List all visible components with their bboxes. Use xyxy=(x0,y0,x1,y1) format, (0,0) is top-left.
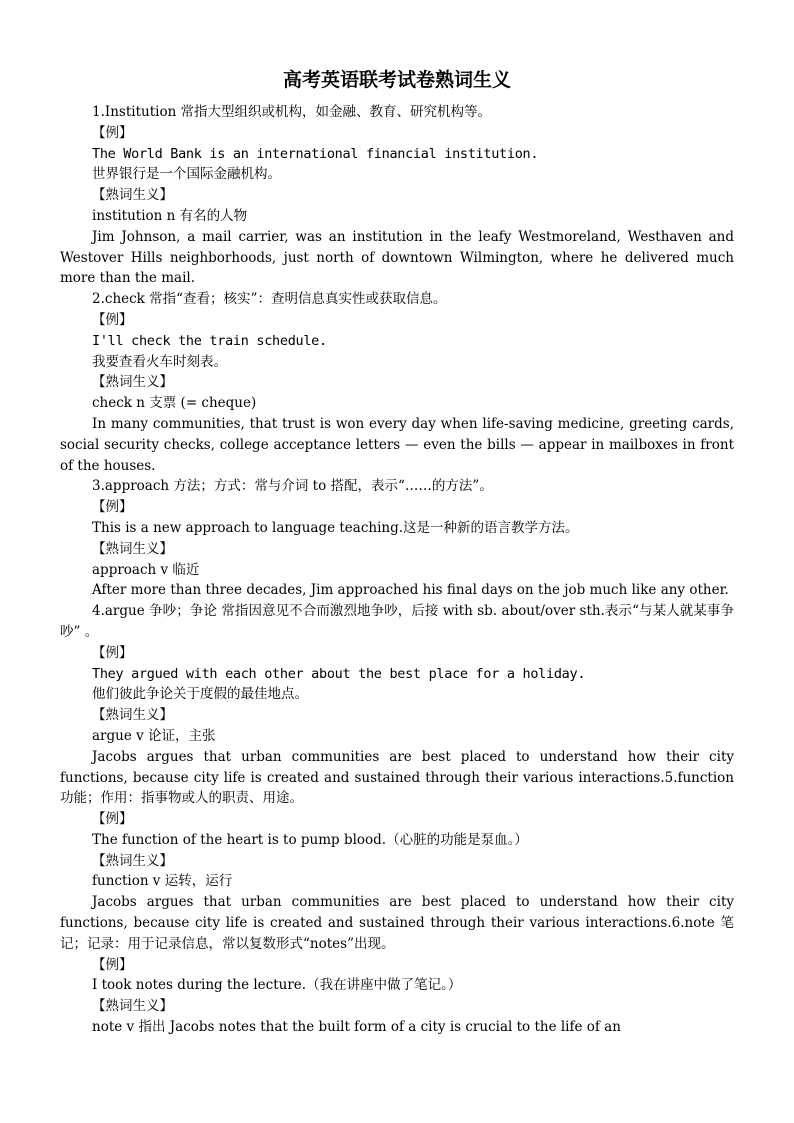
entry-5-example-tag: 【例】 xyxy=(92,811,133,828)
entry-5-example-en: The function of the heart is to pump blood.（心脏的功能是泵血。） xyxy=(92,831,528,848)
entry-4-new-meaning-tag: 【熟词生义】 xyxy=(92,707,173,724)
entry-4-example-zh: 他们彼此争论关于度假的最佳地点。 xyxy=(92,686,308,703)
entry-1-new-meaning-tag: 【熟词生义】 xyxy=(92,187,173,204)
entry-3-passage: After more than three decades, Jim approached his final days on the job much like any other. xyxy=(92,582,729,599)
entry-3-intro: 3.approach 方法；方式：常与介词 to 搭配，表示“……的方法”。 xyxy=(92,478,493,495)
entry-1-new-meaning: institution n 有名的人物 xyxy=(92,207,248,224)
entry-3-new-meaning-tag: 【熟词生义】 xyxy=(92,540,173,557)
entry-4-intro: 4.argue 争吵；争论 常指因意见不合而激烈地争吵，后接 with sb. about/over sth.表示“与某人就某事争吵” 。 xyxy=(60,603,734,640)
entry-2-example-en: I'll check the train schedule. xyxy=(92,332,327,349)
entry-1-example-zh: 世界银行是一个国际金融机构。 xyxy=(92,166,281,183)
entry-6-example-en: I took notes during the lecture.（我在讲座中做了笔记。） xyxy=(92,977,462,994)
entry-1-intro: 1.Institution 常指大型组织或机构，如金融、教育、研究机构等。 xyxy=(92,104,492,120)
entry-2-new-meaning: check n 支票 (= cheque) xyxy=(92,395,257,412)
entry-4-example-tag: 【例】 xyxy=(92,644,133,661)
entry-2-new-meaning-tag: 【熟词生义】 xyxy=(92,374,173,391)
entry-2-example-tag: 【例】 xyxy=(92,311,133,328)
entry-3-new-meaning: approach v 临近 xyxy=(92,561,200,578)
entry-5-passage: Jacobs argues that urban communities are best placed to understand how their city functions, because city life is created and sustained through their various interactions.6.note 笔记；记录：用于记录信息，常以复数形式“notes”出现。 xyxy=(60,894,734,952)
page-title: 高考英语联考试卷熟词生义 xyxy=(282,69,511,91)
entry-3-example-tag: 【例】 xyxy=(92,499,133,516)
entry-3-example-en: This is a new approach to language teaching.这是一种新的语言教学方法。 xyxy=(92,519,579,536)
entry-4-new-meaning: argue v 论证，主张 xyxy=(92,727,216,744)
entry-1-example-tag: 【例】 xyxy=(92,124,133,141)
entry-6-new-meaning-tag: 【熟词生义】 xyxy=(92,998,173,1015)
entry-4-passage: Jacobs argues that urban communities are best placed to understand how their city functions, because city life is created and sustained through their various interactions.5.function 功能；作用：指事物或人的职责、用途。 xyxy=(60,748,734,807)
entry-2-example-zh: 我要查看火车时刻表。 xyxy=(92,353,227,370)
entry-2-passage: In many communities, that trust is won every day when life-saving medicine, greeting cards, social security checks, college acceptance letters — even the bills — appear in mailboxes in front of the houses. xyxy=(60,415,734,474)
entry-6-example-tag: 【例】 xyxy=(92,956,133,973)
entry-5-new-meaning: function v 运转，运行 xyxy=(92,873,233,890)
entry-1-passage: Jim Johnson, a mail carrier, was an institution in the leafy Westmoreland, Westhaven and Westover Hills neighborhoods, just north of downtown Wilmington, where he delivered much more than the mail. xyxy=(60,228,734,287)
entry-5-new-meaning-tag: 【熟词生义】 xyxy=(92,852,173,869)
entry-6-new-meaning: note v 指出 Jacobs notes that the built form of a city is crucial to the life of an xyxy=(92,1019,621,1036)
entry-2-intro: 2.check 常指“查看；核实”：查明信息真实性或获取信息。 xyxy=(92,291,447,308)
entry-1-example-en: The World Bank is an international financial institution. xyxy=(92,145,539,162)
document-body xyxy=(60,102,734,1038)
entry-4-example-en: They argued with each other about the best place for a holiday. xyxy=(92,665,586,682)
